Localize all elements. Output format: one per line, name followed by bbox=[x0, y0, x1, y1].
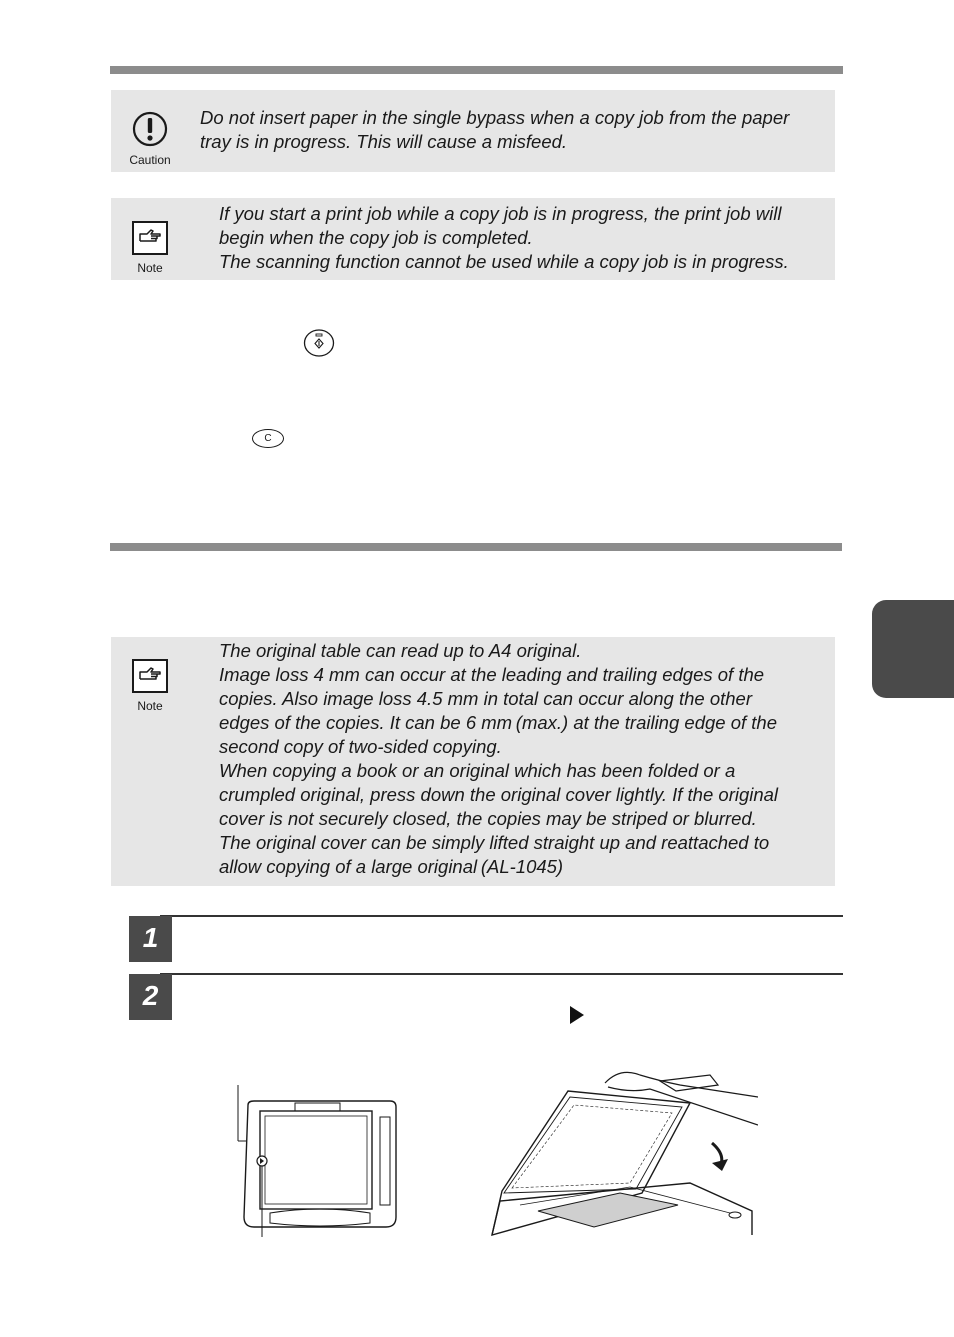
note-line: begin when the copy job is completed. bbox=[219, 227, 533, 248]
clear-key-icon: C bbox=[252, 429, 284, 448]
caution-line: tray is in progress. This will cause a misfeed. bbox=[200, 131, 568, 152]
section-rule-top bbox=[110, 66, 843, 74]
note-line: edges of the copies. It can be 6 mm (max.) at the trailing edge of the bbox=[219, 712, 777, 733]
chapter-side-tab bbox=[872, 600, 954, 698]
note-box-2 bbox=[111, 637, 835, 886]
note-label: Note bbox=[137, 699, 163, 713]
start-key-icon bbox=[303, 328, 335, 358]
note-line: When copying a book or an original which has been folded or a bbox=[219, 760, 736, 781]
note-line: cover is not securely closed, the copies may be striped or blurred. bbox=[219, 808, 757, 829]
note-2-text bbox=[219, 639, 778, 879]
triangle-arrow-icon bbox=[569, 1005, 585, 1025]
note-line: The original cover can be simply lifted straight up and reattached to bbox=[219, 832, 770, 853]
note-line: The original table can read up to A4 original. bbox=[219, 640, 582, 661]
pointing-hand-icon bbox=[131, 658, 169, 694]
step-1-line bbox=[160, 915, 843, 917]
original-table-top-view-illustration bbox=[230, 1085, 405, 1237]
note-line: If you start a print job while a copy job is in progress, the print job will bbox=[219, 203, 782, 224]
note-icon-wrap-1 bbox=[125, 220, 175, 275]
note-line: second copy of two-sided copying. bbox=[219, 736, 502, 757]
open-cover-illustration bbox=[490, 1063, 758, 1237]
step-1-number: 1 bbox=[129, 916, 172, 962]
step-2-line bbox=[160, 973, 843, 975]
step-2-number: 2 bbox=[129, 974, 172, 1020]
note-icon-wrap-2 bbox=[125, 658, 175, 713]
caution-label: Caution bbox=[129, 153, 171, 167]
pointing-hand-icon bbox=[131, 220, 169, 256]
note-line: copies. Also image loss 4.5 mm in total can occur along the other bbox=[219, 688, 753, 709]
note-label: Note bbox=[137, 261, 163, 275]
caution-icon bbox=[131, 110, 169, 148]
note-line: crumpled original, press down the original cover lightly. If the original bbox=[219, 784, 779, 805]
section-rule-2 bbox=[110, 543, 842, 551]
note-line: The scanning function cannot be used while a copy job is in progress. bbox=[219, 251, 789, 272]
caution-icon-wrap bbox=[125, 110, 175, 167]
note-line: Image loss 4 mm can occur at the leading and trailing edges of the bbox=[219, 664, 765, 685]
caution-box bbox=[111, 90, 835, 172]
note-1-text bbox=[219, 202, 789, 274]
note-box-1 bbox=[111, 198, 835, 280]
note-line: allow copying of a large original (AL-1045) bbox=[219, 856, 564, 877]
caution-text bbox=[200, 106, 789, 154]
caution-line: Do not insert paper in the single bypass when a copy job from the paper bbox=[200, 107, 790, 128]
